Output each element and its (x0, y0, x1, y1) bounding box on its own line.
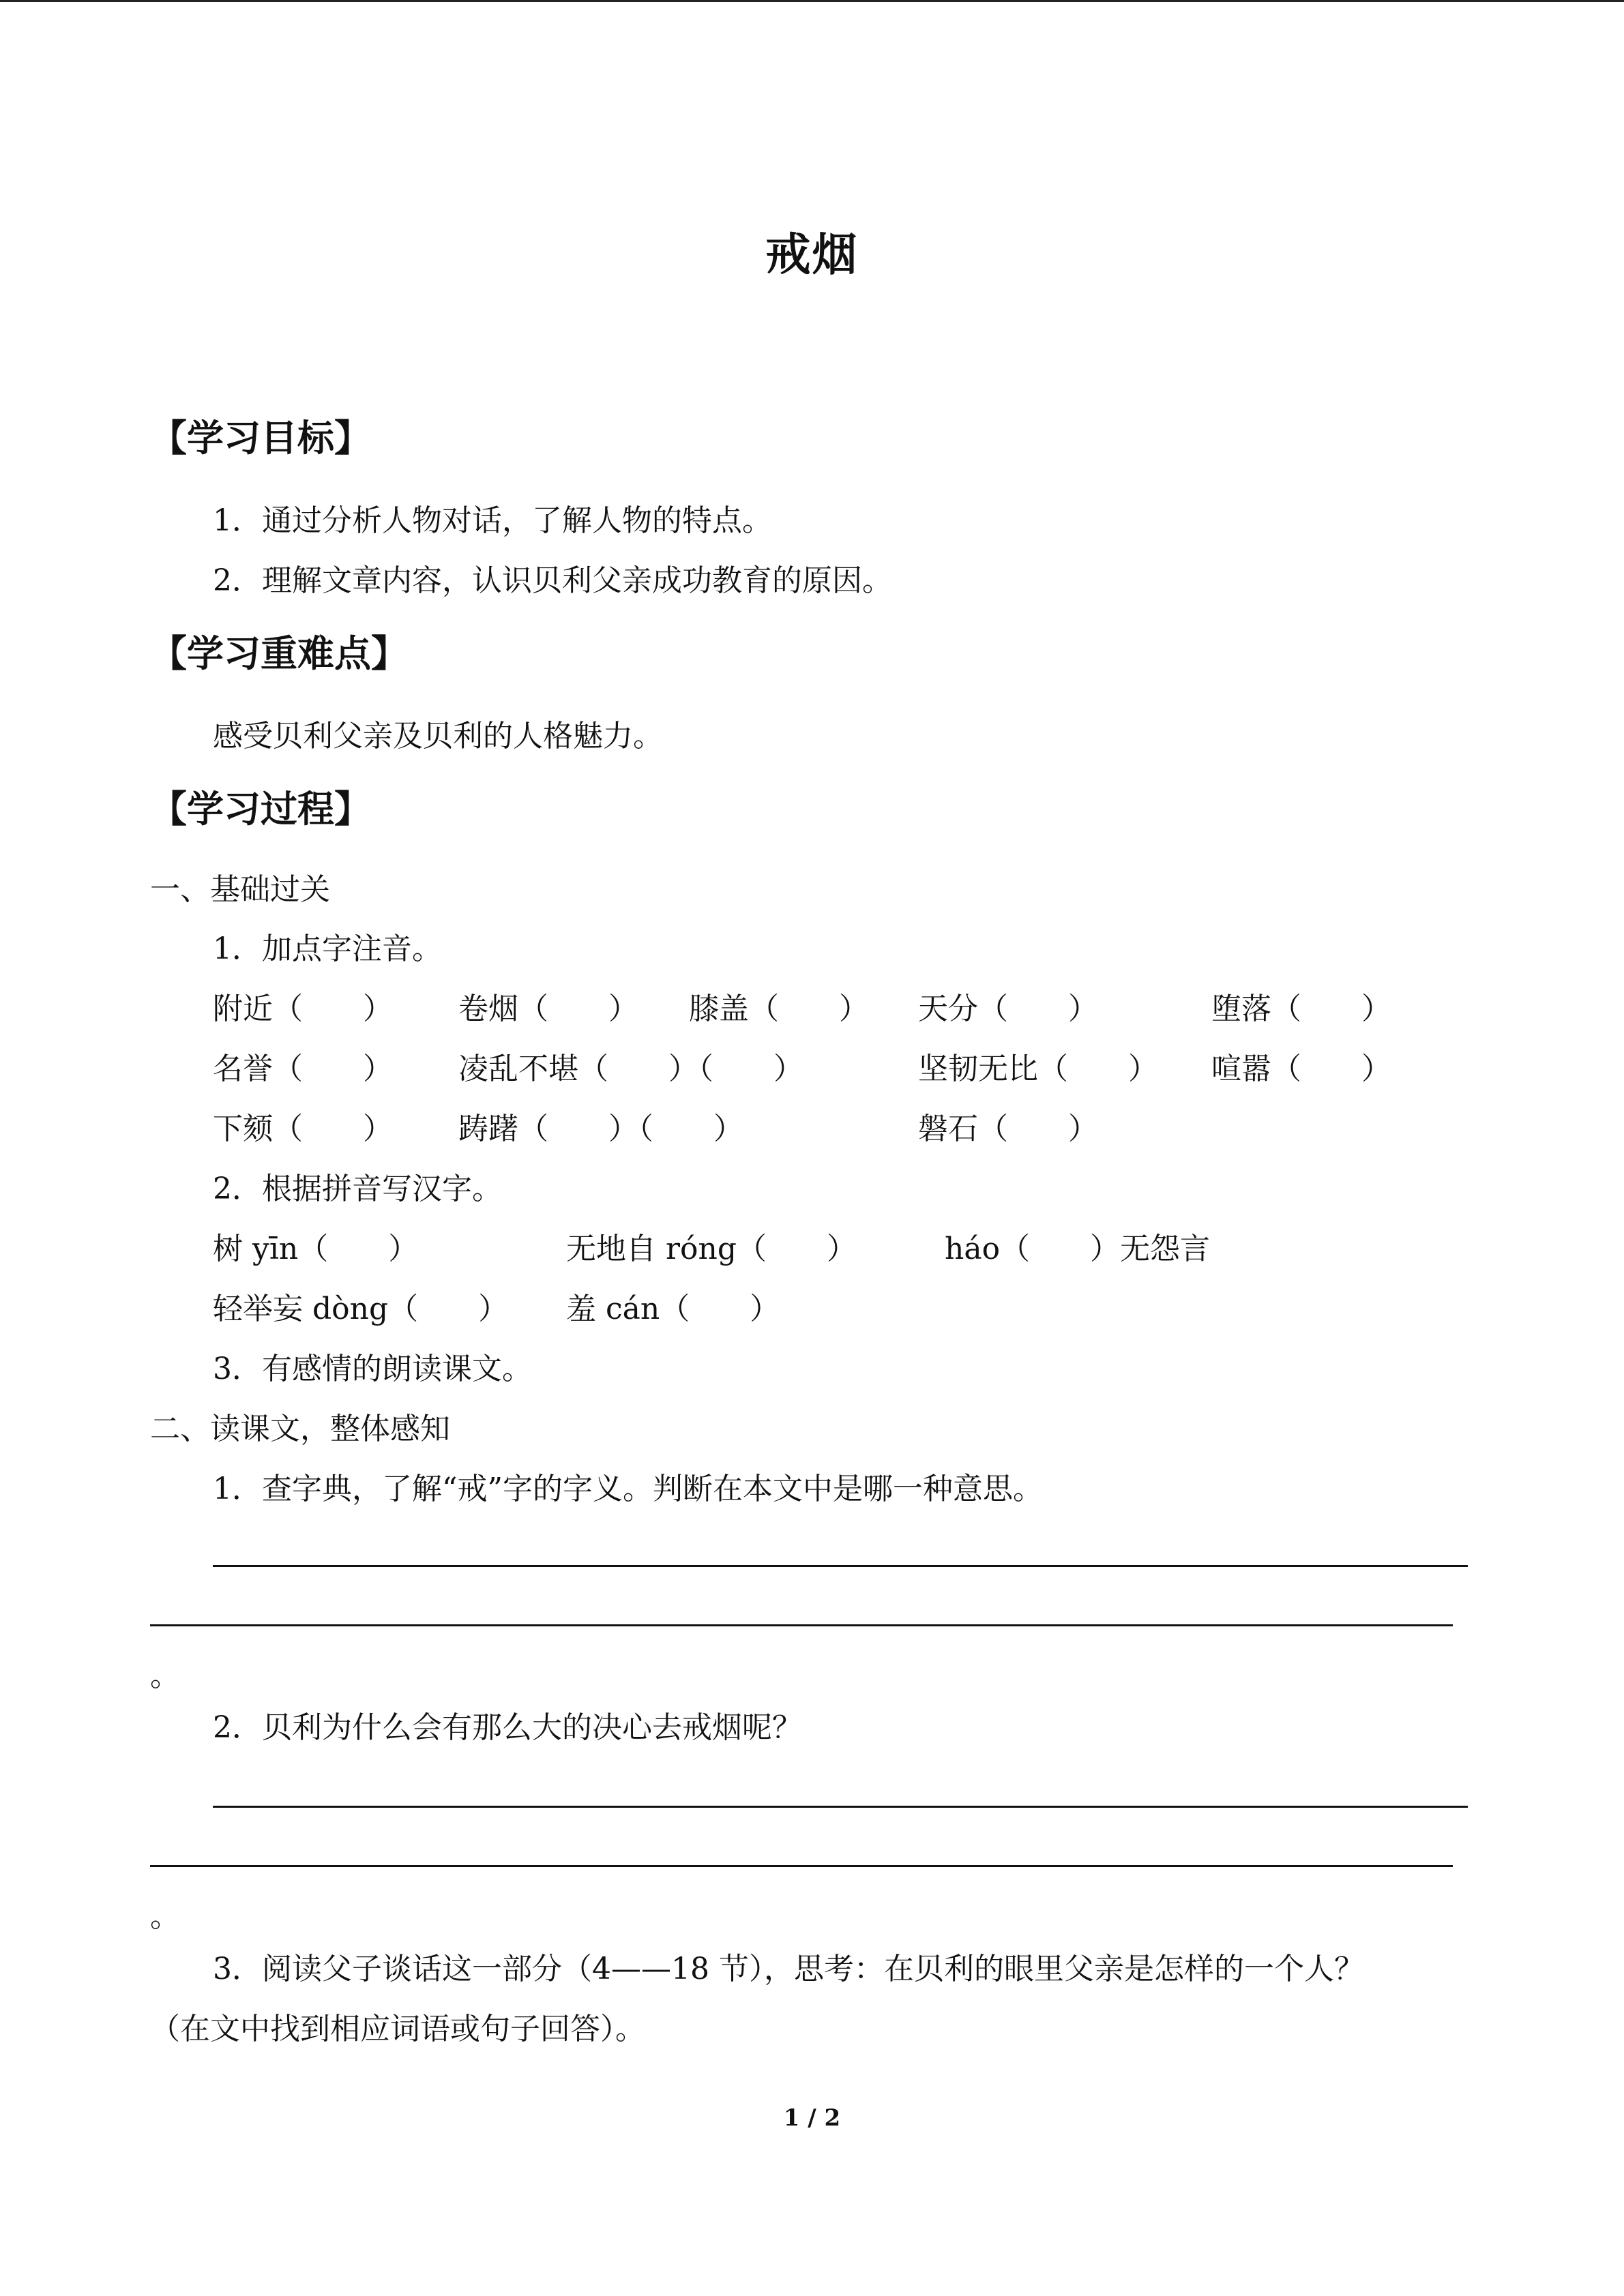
part1-label: 一、基础过关 (150, 872, 330, 907)
part1-question-3: 3．有感情的朗读课文。 (213, 1352, 532, 1386)
page-number: 1 / 2 (783, 2104, 841, 2132)
part2-question-3: 3．阅读父子谈话这一部分（4——18 节），思考：在贝利的眼里父亲是怎样的一个人？ (213, 1952, 1364, 1986)
pinyin-item: 喧嚣（ ） (1211, 1052, 1391, 1086)
part1-question-1: 1．加点字注音。 (213, 931, 442, 966)
part2-question-3-continued: （在文中找到相应词语或句子回答）。 (150, 2012, 645, 2046)
pinyin-item: 磐石（ ） (918, 1112, 1098, 1146)
hanzi-item: 树 yīn（ ） (213, 1232, 419, 1266)
part2-question-1: 1．查字典，了解“戒”字的字义。判断在本文中是哪一种意思。 (213, 1472, 1043, 1506)
answer-end-mark: 。 (150, 1899, 180, 1934)
goals-heading: 【学习目标】 (150, 416, 371, 460)
answer-end-mark: 。 (150, 1658, 180, 1693)
answer-line[interactable] (150, 1624, 1453, 1626)
page-title: 戒烟 (765, 228, 859, 281)
key-points-heading: 【学习重难点】 (150, 631, 408, 675)
top-border (0, 0, 1624, 2)
pinyin-item: 坚韧无比（ ） (918, 1052, 1158, 1086)
hanzi-item: 无地自 róng（ ） (566, 1232, 857, 1266)
pinyin-item: 卷烟（ ） (458, 992, 638, 1026)
answer-line[interactable] (150, 1865, 1453, 1867)
answer-line[interactable] (213, 1565, 1468, 1567)
pinyin-item: 凌乱不堪（ ）（ ） (458, 1052, 803, 1086)
answer-line[interactable] (213, 1806, 1468, 1808)
part2-question-2: 2．贝利为什么会有那么大的决心去戒烟呢？ (213, 1710, 802, 1745)
hanzi-item: 轻举妄 dòng（ ） (213, 1292, 509, 1326)
pinyin-item: 膝盖（ ） (689, 992, 869, 1026)
part1-question-2: 2．根据拼音写汉字。 (213, 1172, 502, 1206)
goal-item: 1．通过分析人物对话，了解人物的特点。 (213, 503, 772, 538)
pinyin-item: 附近（ ） (213, 992, 393, 1026)
pinyin-item: 天分（ ） (918, 992, 1098, 1026)
key-points-text: 感受贝利父亲及贝利的人格魅力。 (213, 719, 663, 754)
hanzi-item: háo（ ）无怨言 (945, 1232, 1211, 1266)
pinyin-item: 下颏（ ） (213, 1112, 393, 1146)
part2-label: 二、读课文，整体感知 (150, 1412, 450, 1446)
pinyin-item: 堕落（ ） (1211, 992, 1391, 1026)
pinyin-item: 名誉（ ） (213, 1052, 393, 1086)
pinyin-item: 踌躇（ ）（ ） (458, 1112, 743, 1146)
hanzi-item: 羞 cán（ ） (566, 1292, 780, 1326)
process-heading: 【学习过程】 (150, 787, 371, 831)
goal-item: 2．理解文章内容，认识贝利父亲成功教育的原因。 (213, 563, 892, 598)
